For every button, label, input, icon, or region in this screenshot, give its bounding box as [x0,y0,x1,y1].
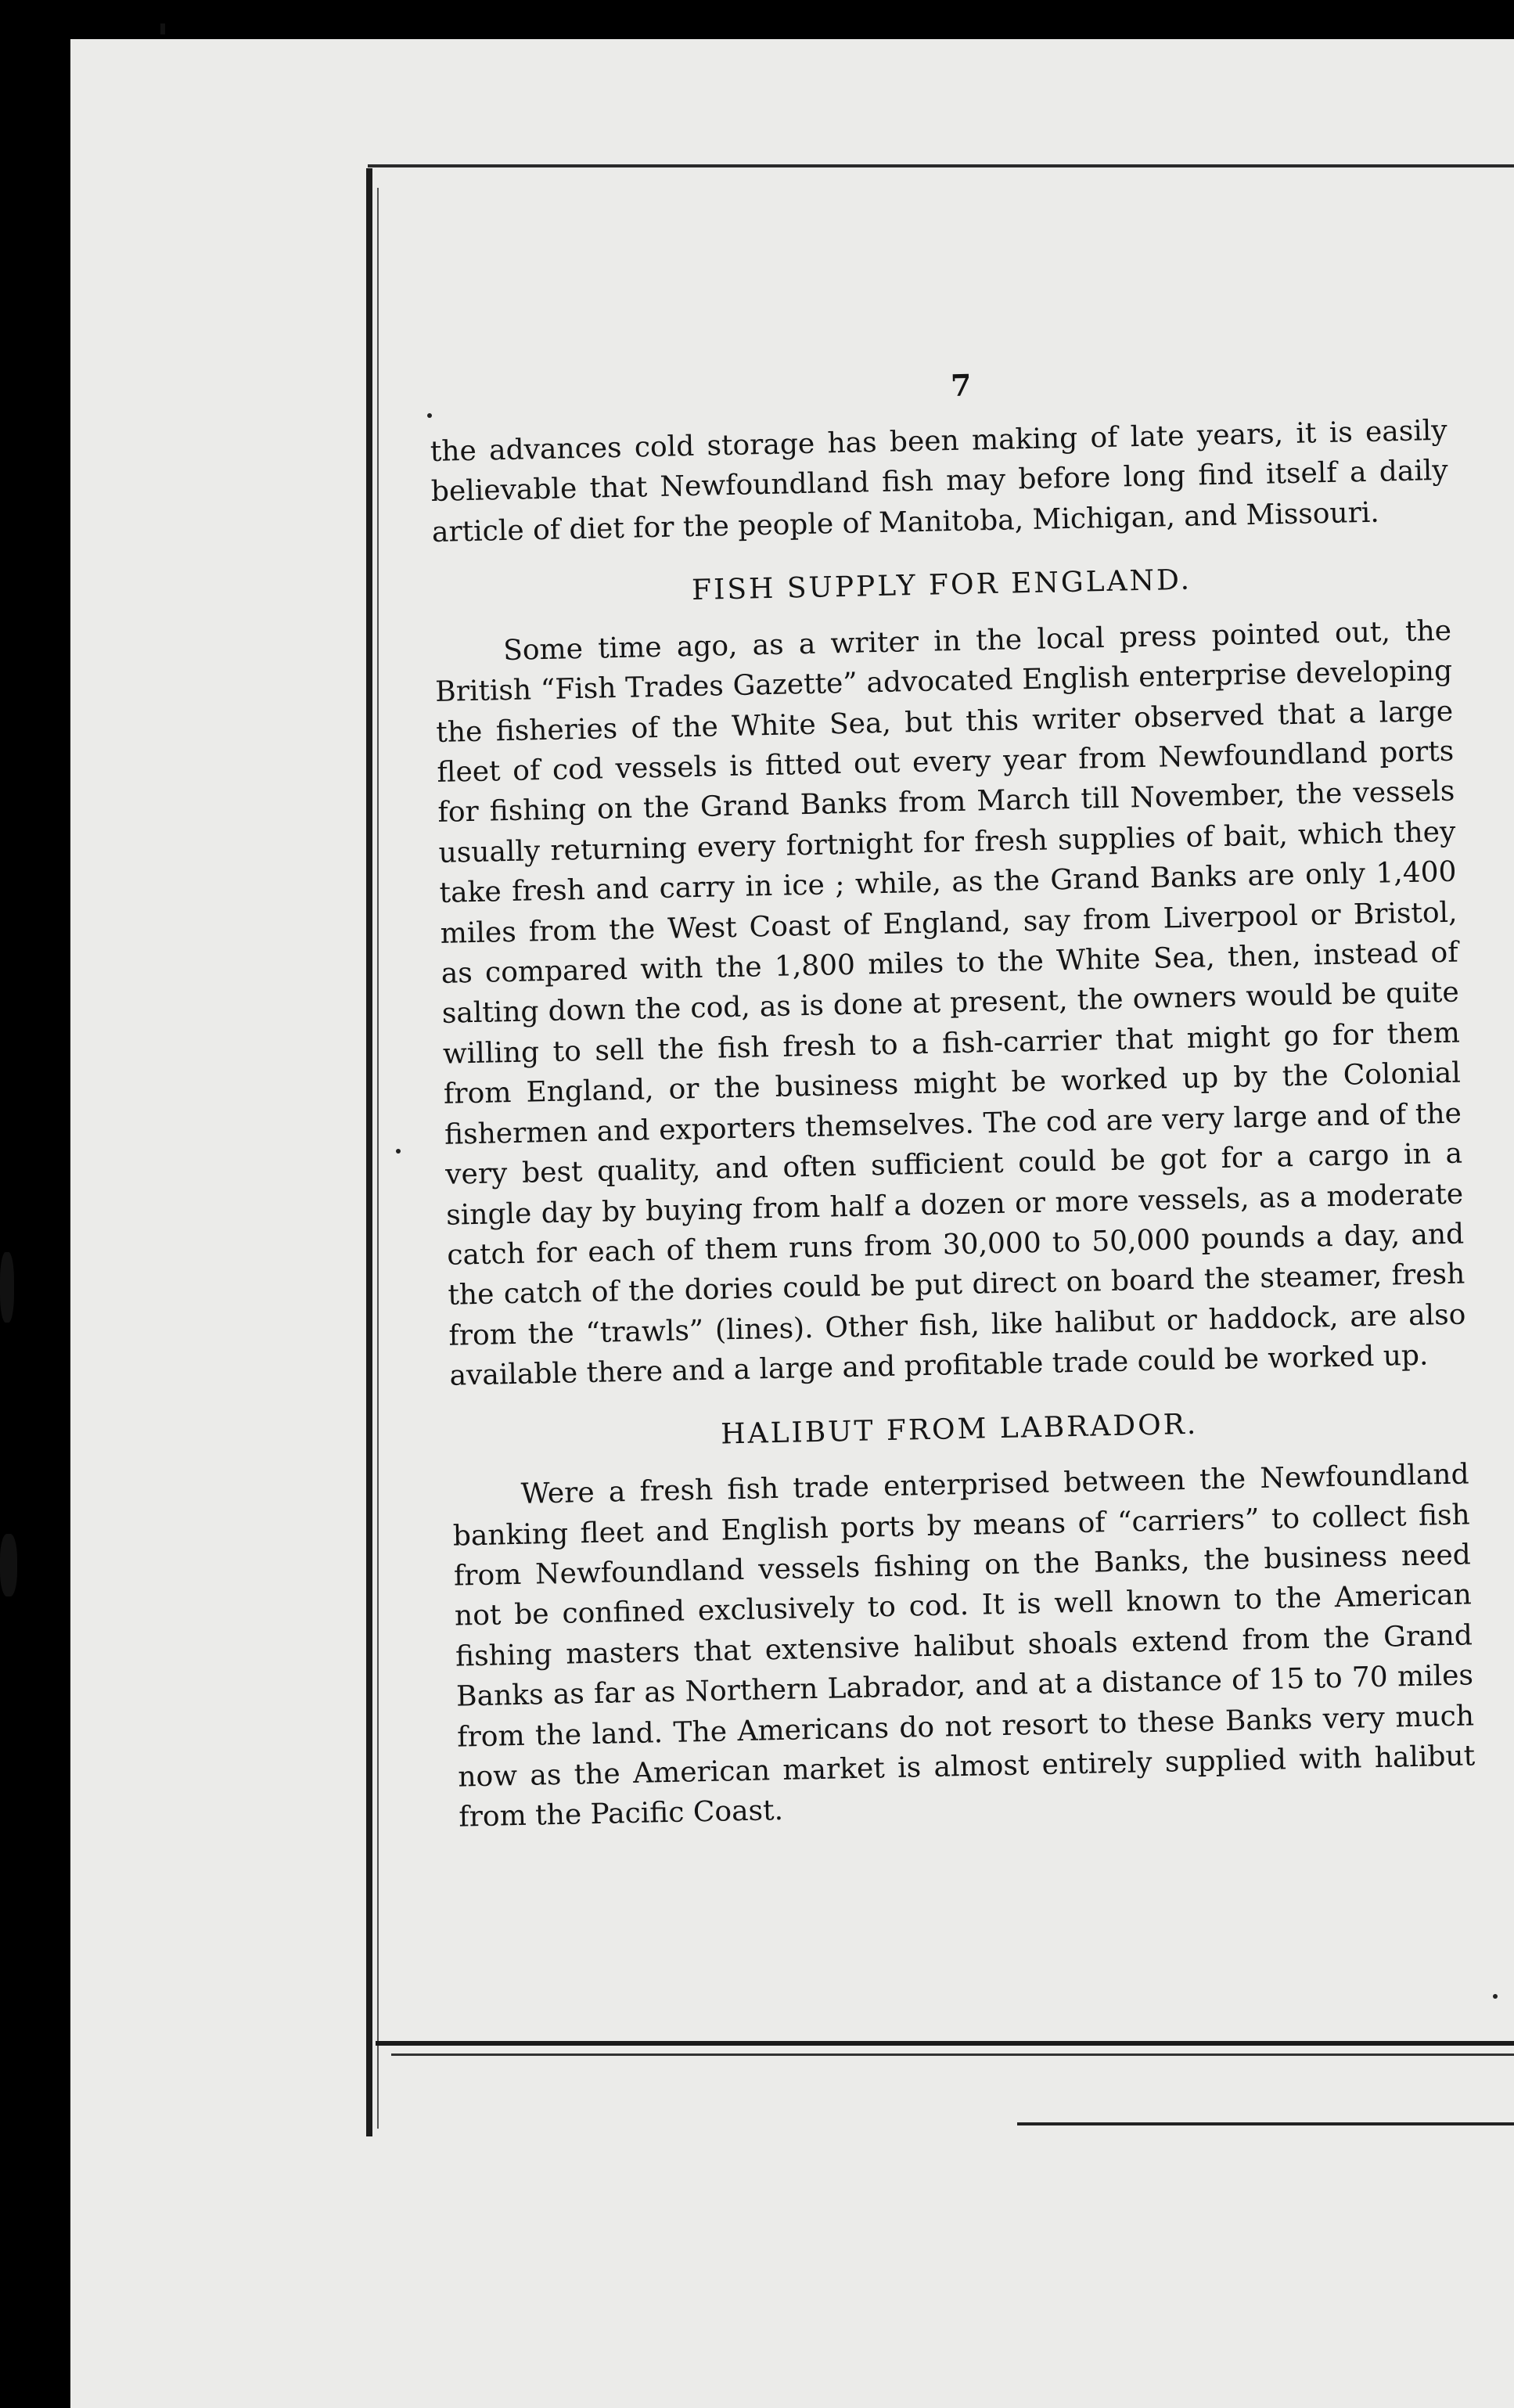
scan-artifact [160,23,165,34]
intro-paragraph: the advances cold storage has been making of late years, it is easily believable that Newfoundland fish may before long find itself a daily article of diet for the people of Manitoba, Michigan, and Missouri. [430,414,1449,549]
margin-dot [1493,1994,1498,1999]
scan-artifact [0,1252,14,1323]
frame-bottom-extra-line [1017,2122,1514,2125]
frame-bottom-inner-line [391,2053,1514,2056]
section-body-halibut: Were a fresh fish trade enterprised between the Newfoundland banking fleet and English ports by means of “carriers” to collect fish from Newfoundland vessels fishing on the Banks, the business need not be confined exclusively to cod. It is well known to the American fishing masters that extensive halibut shoals extend from the Grand Banks as far as Northern Labrador, and at a distance of 15 to 70 miles from the land. The Americans do not resort to these Banks very much now as the American market is almost entirely supplied with halibut from the Pacific Coast. [452,1458,1476,1834]
scan-artifact [0,1534,17,1596]
section-body-fish-supply: Some time ago, as a writer in the local press pointed out, the British “Fish Trades Gazette” advocated English enterprise developing the fisheries of the White Sea, but this writer observed that a large fleet of cod vessels is fitted out every year from Newfoundland ports for fishing on the Grand Banks from March till November, the vessels usually returning every fortnight for fresh supplies of bait, which they take fresh and carry in ice ; while, as the Grand Banks are only 1,400 miles from the West Coast of England, say from Liverpool or Bristol, as compared with the 1,800 miles to the White Sea, then, instead of salting down the cod, as is done at present, the owners would be quite willing to sell the fish fresh to a fish-carrier that might go for them from England, or the business might be worked up by the Colonial fishermen and exporters themselves. The cod are very large and of the very best quality, and often sufficient could be got for a cargo in a single day by buying from half a dozen or more vessels, as a moderate catch for each of them runs from 30,000 to 50,000 pounds a day, and the catch of the dories could be put direct on board the steamer, fresh from the “trawls” (lines). Other fish, like halibut or haddock, are also available there and a large and profitable trade could be worked up. [434,614,1466,1392]
frame-left-inner-line [377,188,379,2129]
section-heading-fish-supply: FISH SUPPLY FOR ENGLAND. [691,563,1192,607]
frame-bottom-line [376,2041,1514,2046]
page-number: 7 [950,367,972,404]
frame-top-line [368,164,1514,167]
frame-left-line [366,168,372,2136]
section-heading-halibut: HALIBUT FROM LABRADOR. [720,1408,1199,1451]
printed-text-block [429,361,1476,1838]
margin-dot [396,1149,401,1154]
